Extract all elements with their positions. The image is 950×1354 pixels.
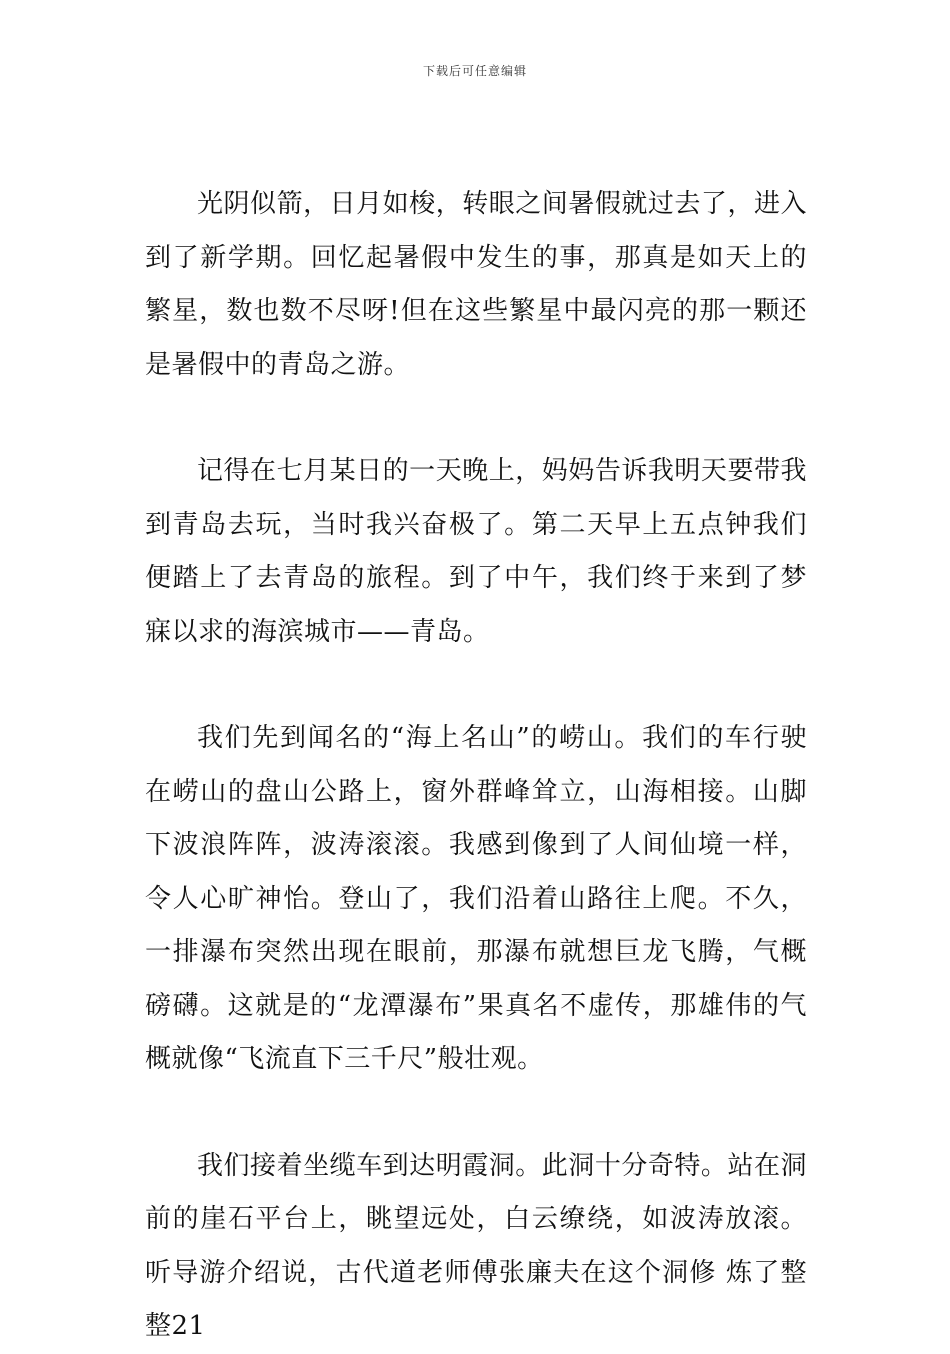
page-header: 下载后可任意编辑 (422, 64, 527, 78)
paragraph-2: 记得在七月某日的一天晚上，妈妈告诉我明天要带我到青岛去玩，当时我兴奋极了。第二天早上五点钟我们便踏上了去青岛的旅程。到了中午，我们终于来到了梦寐以求的海滨城市——青岛。 (145, 456, 807, 647)
paragraph-3: 我们先到闻名的“海上名山”的崂山。我们的车行驶在崂山的盘山公路上，窗外群峰耸立，山海相接。山脚下波浪阵阵，波涛滚滚。我感到像到了人间仙境一样，令人心旷神怡。登山了，我们沿着山路往上爬。不久，一排瀑布突然出现在眼前，那瀑布就想巨龙飞腾，气概磅礴。这就是的“龙潭瀑布”果真名不虚传，那雄伟的气概就像“飞流直下三千尺”般壮观。 (145, 723, 807, 1074)
document-body (145, 178, 807, 1354)
paragraph-1: 光阴似箭，日月如梭，转眼之间暑假就过去了，进入到了新学期。回忆起暑假中发生的事，那真是如天上的繁星，数也数不尽呀!但在这些繁星中最闪亮的那一颗还是暑假中的青岛之游。 (145, 189, 807, 380)
paragraph-4: 我们接着坐缆车到达明霞洞。此洞十分奇特。站在洞前的崖石平台上，眺望远处，白云缭绕，如波涛放滚。听导游介绍说，古代道老师傅张廉夫在这个洞修 炼了整整21 (145, 1150, 807, 1341)
